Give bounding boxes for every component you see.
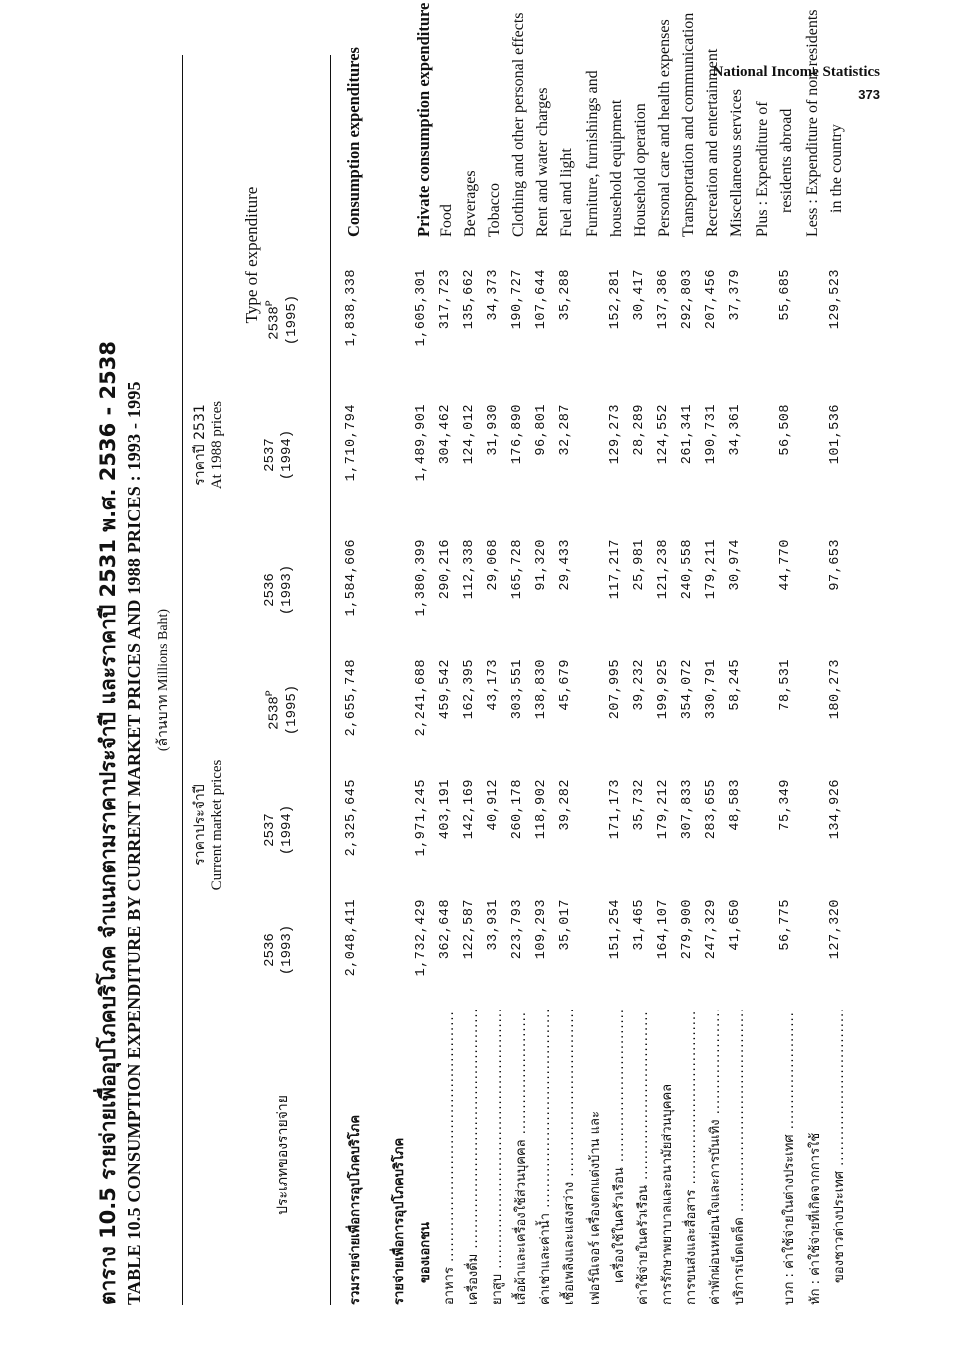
row-label-thai: ของเอกชน xyxy=(418,1222,433,1283)
row-label-english: Food xyxy=(438,204,455,237)
value-cell: 240,558 xyxy=(680,539,695,600)
year-english: (1994) xyxy=(279,429,295,481)
value-cell: 33,931 xyxy=(486,899,501,951)
value-cell: 127,320 xyxy=(828,899,843,960)
table-row xyxy=(388,55,412,1305)
row-label-thai: ค่าพักผ่อนหย่อนใจและการบันเทิง ..... xyxy=(704,1010,725,1305)
value-cell: 75,349 xyxy=(778,779,793,831)
row-label-english: Tobacco xyxy=(486,183,503,237)
row-label-english: Clothing and other personal effects xyxy=(510,12,527,237)
value-cell: 30,974 xyxy=(728,539,743,591)
value-cell: 330,791 xyxy=(704,659,719,720)
year-english: (1993) xyxy=(279,564,295,616)
value-cell: 223,793 xyxy=(510,899,525,960)
row-label-thai: เครื่องใช้ในครัวเรือน ..... xyxy=(608,1010,629,1305)
table-header-rule xyxy=(330,55,331,1305)
value-cell: 162,395 xyxy=(462,659,477,720)
row-label-english: Personal care and health expenses xyxy=(656,19,673,237)
table-top-rule xyxy=(182,55,183,1305)
row-label-thai: เชื้อเพลิงและแสงสว่าง ..... xyxy=(558,1010,579,1305)
value-cell: 303,551 xyxy=(510,659,525,720)
value-cell: 31,930 xyxy=(486,404,501,456)
value-cell: 34,373 xyxy=(486,269,501,321)
value-cell: 48,583 xyxy=(728,779,743,831)
value-cell: 292,803 xyxy=(680,269,695,330)
group-header-current-prices xyxy=(192,645,226,1005)
value-cell: 190,727 xyxy=(510,269,525,330)
value-cell: 29,068 xyxy=(486,539,501,591)
value-cell: 2,325,645 xyxy=(344,779,359,857)
value-cell: 403,191 xyxy=(438,779,453,840)
value-cell: 32,287 xyxy=(558,404,573,456)
table-row xyxy=(344,47,368,1305)
value-cell: 2,655,748 xyxy=(344,659,359,737)
year-thai: 2538 xyxy=(266,696,283,730)
year-english: (1994) xyxy=(279,804,295,856)
value-cell: 279,900 xyxy=(680,899,695,960)
year-thai: 2537 xyxy=(262,813,278,847)
value-cell: 138,830 xyxy=(534,659,549,720)
year-header xyxy=(262,265,301,375)
row-label-thai: เสื้อผ้าและเครื่องใช้ส่วนบุคคล ..... xyxy=(510,1010,531,1305)
row-label-thai: รายจ่ายเพื่อการอุปโภคบริโภค xyxy=(392,1137,407,1305)
year-thai: 2536 xyxy=(262,933,278,967)
table-row xyxy=(584,55,608,1305)
table-row xyxy=(438,55,462,1305)
value-cell: 1,838,338 xyxy=(344,269,359,347)
value-cell: 152,281 xyxy=(608,269,623,330)
row-label-thai: หัก : ค่าใช้จ่ายที่เกิดจากการใช้ xyxy=(808,1132,823,1305)
table-row xyxy=(414,2,438,1305)
value-cell: 247,329 xyxy=(704,899,719,960)
value-cell: 2,048,411 xyxy=(344,899,359,977)
table-row xyxy=(510,12,534,1305)
row-label-thai: อาหาร ..... xyxy=(438,1010,459,1305)
value-cell: 97,653 xyxy=(828,539,843,591)
row-label-english: Consumption expenditures xyxy=(344,47,363,237)
group-current-english: Current market prices xyxy=(209,759,225,891)
preliminary-mark: P xyxy=(265,690,276,697)
year-header xyxy=(262,895,296,1005)
table-row xyxy=(804,9,828,1305)
row-label-thai: ค่าใช้จ่ายในครัวเรือน ..... xyxy=(632,1010,653,1305)
value-cell: 1,971,245 xyxy=(414,779,429,857)
value-cell: 118,902 xyxy=(534,779,549,840)
page-number: 373 xyxy=(858,87,880,102)
value-cell: 30,417 xyxy=(632,269,647,321)
value-cell: 101,536 xyxy=(828,404,843,465)
value-cell: 135,662 xyxy=(462,269,477,330)
value-cell: 129,523 xyxy=(828,269,843,330)
value-cell: 122,587 xyxy=(462,899,477,960)
year-english: (1993) xyxy=(279,924,295,976)
table-row xyxy=(754,55,778,1305)
value-cell: 179,212 xyxy=(656,779,671,840)
value-cell: 207,995 xyxy=(608,659,623,720)
value-cell: 164,107 xyxy=(656,899,671,960)
value-cell: 207,456 xyxy=(704,269,719,330)
value-cell: 261,341 xyxy=(680,404,695,465)
value-cell: 55,685 xyxy=(778,269,793,321)
value-cell: 37,379 xyxy=(728,269,743,321)
year-thai: 2536 xyxy=(262,573,278,607)
row-label-thai: การขนส่งและสื่อสาร ..... xyxy=(680,1010,701,1305)
running-header-title: National Income Statistics xyxy=(712,64,880,80)
value-cell: 39,232 xyxy=(632,659,647,711)
row-label-thai: รวมรายจ่ายเพื่อการอุปโภคบริโภค xyxy=(348,1114,363,1305)
value-cell: 35,732 xyxy=(632,779,647,831)
value-cell: 31,465 xyxy=(632,899,647,951)
column-header-type-thai: ประเภทของรายจ่าย xyxy=(275,1095,291,1215)
row-label-thai: บริการเบ็ดเตล็ด ..... xyxy=(728,1010,749,1305)
value-cell: 165,728 xyxy=(510,539,525,600)
value-cell: 124,012 xyxy=(462,404,477,465)
value-cell: 459,542 xyxy=(438,659,453,720)
value-cell: 151,254 xyxy=(608,899,623,960)
value-cell: 180,273 xyxy=(828,659,843,720)
preliminary-mark: P xyxy=(265,300,276,307)
value-cell: 179,211 xyxy=(704,539,719,600)
value-cell: 307,833 xyxy=(680,779,695,840)
table-row xyxy=(680,12,704,1305)
value-cell: 45,679 xyxy=(558,659,573,711)
value-cell: 121,238 xyxy=(656,539,671,600)
value-cell: 1,584,606 xyxy=(344,539,359,617)
row-label-english: Fuel and light xyxy=(558,148,575,237)
value-cell: 109,293 xyxy=(534,899,549,960)
value-cell: 171,173 xyxy=(608,779,623,840)
year-thai: 2538 xyxy=(266,306,283,340)
row-label-english: Less : Expenditure of non-residents xyxy=(804,9,821,237)
table-row xyxy=(608,55,632,1305)
group-current-thai: ราคาประจำปี xyxy=(192,784,208,866)
value-cell: 129,273 xyxy=(608,404,623,465)
table-row xyxy=(728,55,752,1305)
value-cell: 58,245 xyxy=(728,659,743,711)
table-row xyxy=(778,55,802,1305)
row-label-thai: ยาสูบ ..... xyxy=(486,1010,507,1305)
column-header-type-english: Type of expenditure xyxy=(242,186,261,324)
value-cell: 190,731 xyxy=(704,404,719,465)
table-row xyxy=(704,48,728,1305)
table-row xyxy=(534,55,558,1305)
group-1988-english: At 1988 prices xyxy=(209,400,225,490)
value-cell: 1,380,399 xyxy=(414,539,429,617)
year-header xyxy=(262,775,296,885)
year-header xyxy=(262,535,296,645)
table-row xyxy=(486,55,510,1305)
year-header xyxy=(262,400,296,510)
value-cell: 1,710,794 xyxy=(344,404,359,482)
value-cell: 117,217 xyxy=(608,539,623,600)
value-cell: 25,981 xyxy=(632,539,647,591)
value-cell: 56,775 xyxy=(778,899,793,951)
value-cell: 176,890 xyxy=(510,404,525,465)
row-label-english: Furniture, furnishings and xyxy=(584,70,601,237)
value-cell: 40,912 xyxy=(486,779,501,831)
value-cell: 134,926 xyxy=(828,779,843,840)
value-cell: 317,723 xyxy=(438,269,453,330)
table-title-english: TABLE 10.5 CONSUMPTION EXPENDITURE BY CURRENT MARKET PRICES AND 1988 PRICES : 1993 - 1995 xyxy=(124,381,144,1305)
row-label-thai: บวก : ค่าใช้จ่ายในต่างประเทศ ..... xyxy=(778,1010,799,1305)
value-cell: 35,288 xyxy=(558,269,573,321)
value-cell: 283,655 xyxy=(704,779,719,840)
rotated-table-page xyxy=(92,2,862,1305)
row-label-english: in the country xyxy=(828,124,845,213)
value-cell: 78,531 xyxy=(778,659,793,711)
table-row xyxy=(462,55,486,1305)
value-cell: 44,770 xyxy=(778,539,793,591)
value-cell: 107,644 xyxy=(534,269,549,330)
table-row xyxy=(558,55,582,1305)
value-cell: 260,178 xyxy=(510,779,525,840)
row-label-english: Private consumption expenditure xyxy=(414,2,433,237)
table-unit: (ล้านบาท Millions Baht) xyxy=(156,608,171,752)
value-cell: 43,173 xyxy=(486,659,501,711)
year-english: (1995) xyxy=(283,294,300,346)
value-cell: 2,241,688 xyxy=(414,659,429,737)
row-label-english: Rent and water charges xyxy=(534,87,551,237)
value-cell: 199,925 xyxy=(656,659,671,720)
row-label-english: Transportation and communication xyxy=(680,12,697,237)
value-cell: 35,017 xyxy=(558,899,573,951)
year-thai: 2537 xyxy=(262,438,278,472)
table-title-thai: ตาราง 10.5 รายจ่ายเพื่ออุปโภคบริโภค จำแนกตามราคาประจำปี และราคาปี 2531 พ.ศ. 2536 - 2538 xyxy=(96,341,120,1305)
value-cell: 91,320 xyxy=(534,539,549,591)
row-label-english: Beverages xyxy=(462,170,479,237)
value-cell: 39,282 xyxy=(558,779,573,831)
value-cell: 137,386 xyxy=(656,269,671,330)
value-cell: 124,552 xyxy=(656,404,671,465)
value-cell: 362,648 xyxy=(438,899,453,960)
value-cell: 56,508 xyxy=(778,404,793,456)
table-row xyxy=(656,19,680,1305)
value-cell: 1,605,301 xyxy=(414,269,429,347)
table-row xyxy=(828,55,852,1305)
value-cell: 112,338 xyxy=(462,539,477,600)
row-label-thai: การรักษาพยาบาลและอนามัยส่วนบุคคล xyxy=(660,1083,675,1305)
group-header-1988-prices xyxy=(192,245,226,645)
year-header xyxy=(262,655,301,765)
row-label-thai: เฟอร์นิเจอร์ เครื่องตกแต่งบ้าน และ xyxy=(588,1111,603,1305)
row-label-thai: เครื่องดื่ม ..... xyxy=(462,1010,483,1305)
value-cell: 96,801 xyxy=(534,404,549,456)
value-cell: 1,732,429 xyxy=(414,899,429,977)
row-label-english: Miscellaneous services xyxy=(728,89,745,237)
group-1988-thai: ราคาปี 2531 xyxy=(192,404,208,486)
value-cell: 354,072 xyxy=(680,659,695,720)
year-english: (1995) xyxy=(283,684,300,736)
value-cell: 28,289 xyxy=(632,404,647,456)
table-row xyxy=(632,55,656,1305)
row-label-english: Recreation and entertainment xyxy=(704,48,721,237)
row-label-english: residents abroad xyxy=(778,108,795,213)
value-cell: 142,169 xyxy=(462,779,477,840)
value-cell: 34,361 xyxy=(728,404,743,456)
value-cell: 29,433 xyxy=(558,539,573,591)
row-label-english: Household operation xyxy=(632,103,649,237)
value-cell: 1,489,901 xyxy=(414,404,429,482)
row-label-english: household equipment xyxy=(608,99,625,237)
value-cell: 290,216 xyxy=(438,539,453,600)
row-label-thai: ค่าเช่าและค่าน้ำ ..... xyxy=(534,1010,555,1305)
row-label-english: Plus : Expenditure of xyxy=(754,101,771,237)
value-cell: 41,650 xyxy=(728,899,743,951)
value-cell: 304,462 xyxy=(438,404,453,465)
row-label-thai: ของชาวต่างประเทศ ..... xyxy=(828,1010,849,1305)
